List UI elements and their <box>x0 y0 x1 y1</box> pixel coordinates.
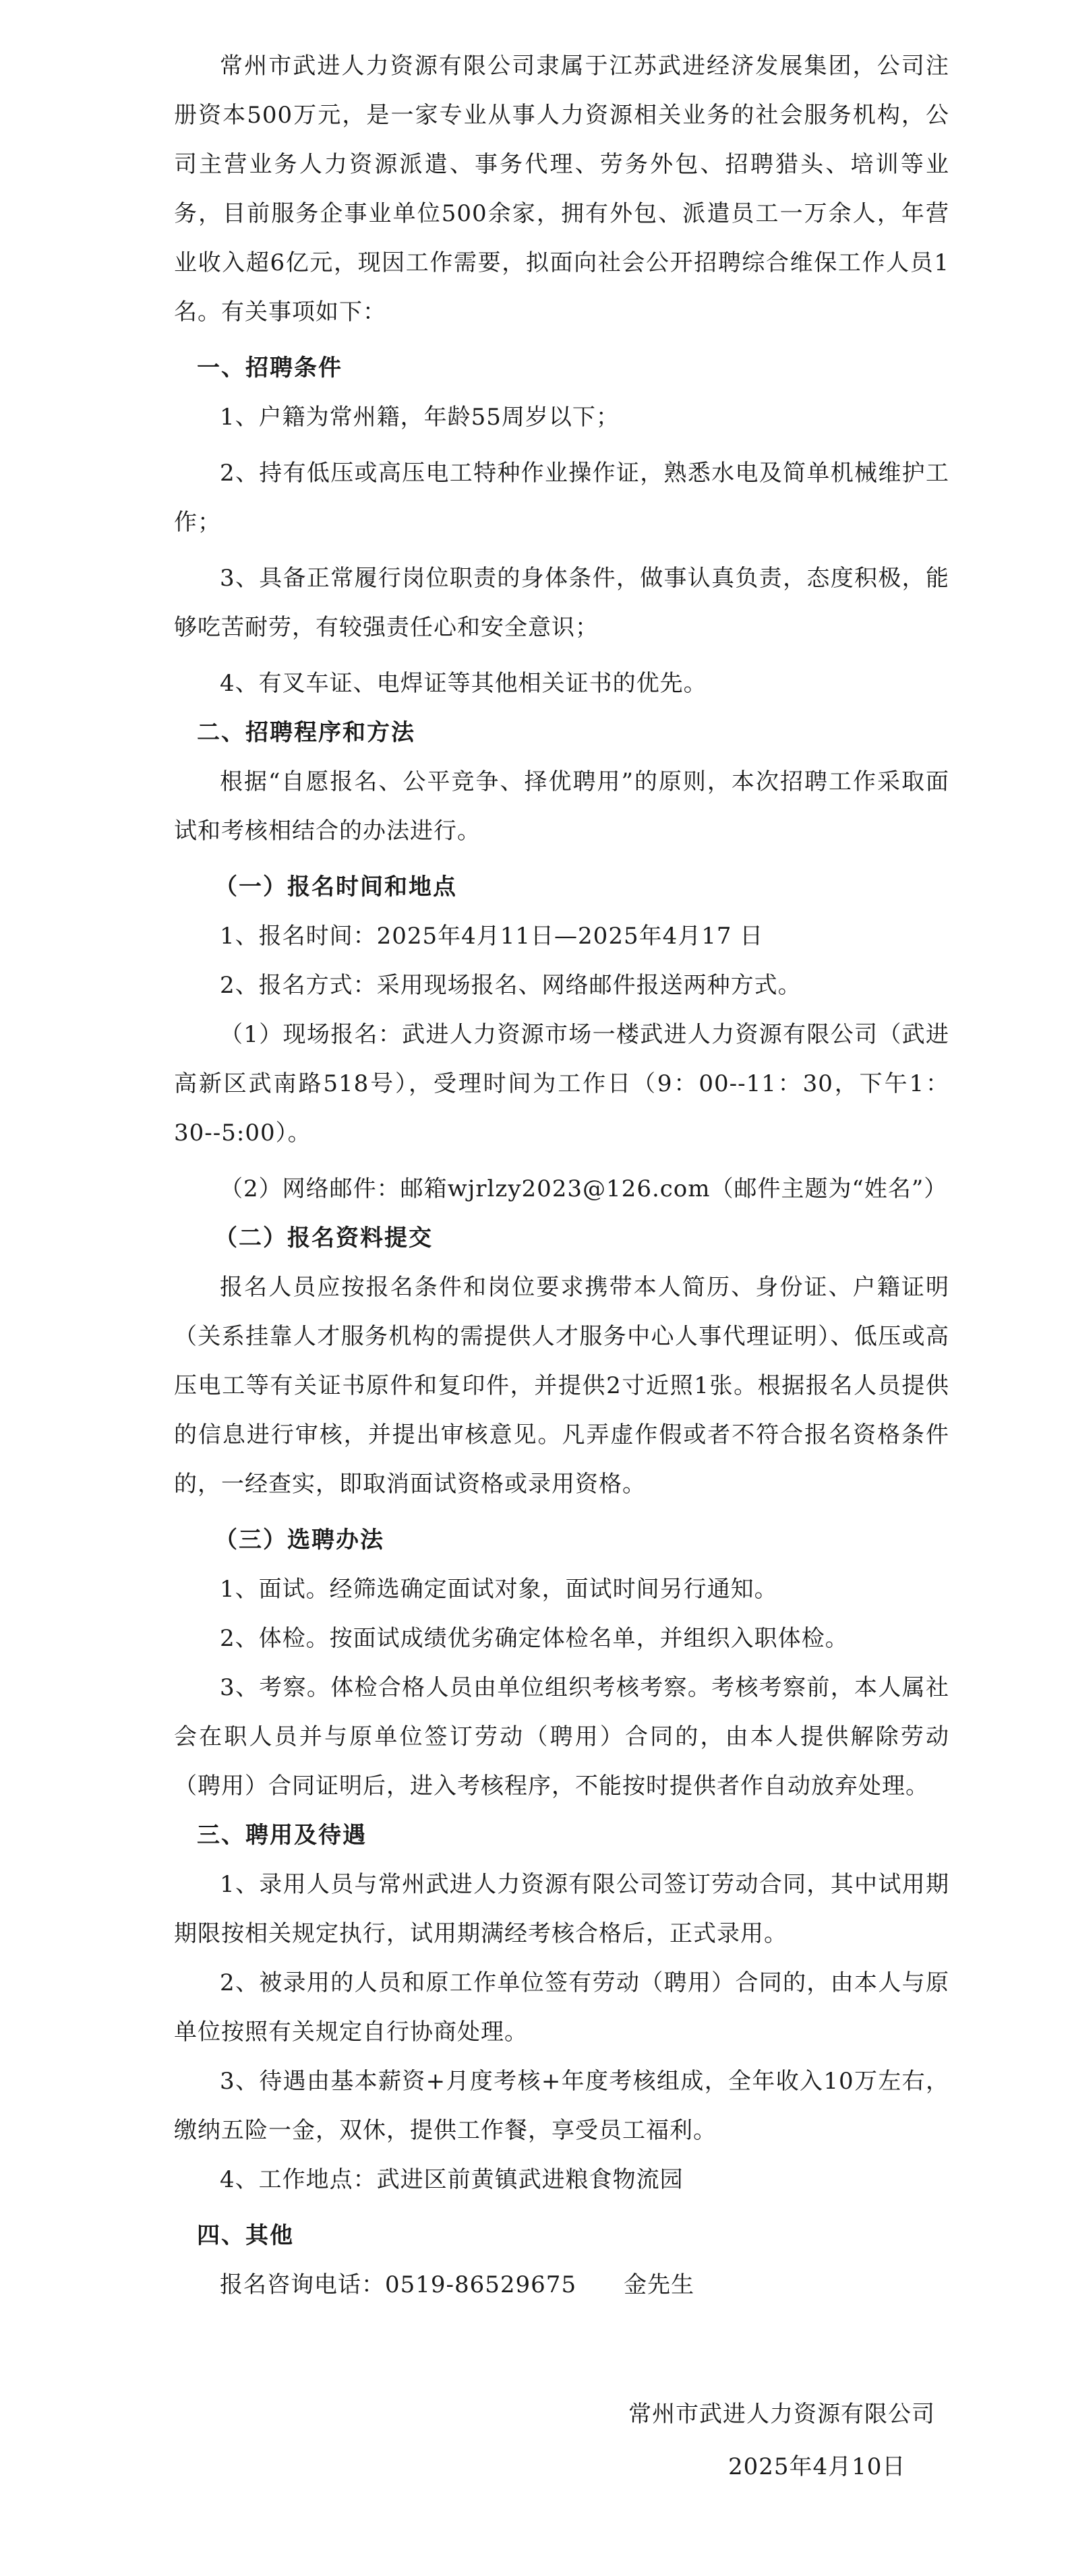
section-heading-conditions: 一、招聘条件 <box>197 355 343 381</box>
section-heading-employment: 三、聘用及待遇 <box>197 1822 367 1849</box>
employment-item: 4、工作地点：武进区前黄镇武进粮食物流园 <box>220 2166 684 2193</box>
email-registration: （2）网络邮件：邮箱wjrlzy2023@126.com（邮件主题为“姓名”） <box>220 1175 948 1202</box>
signature-date: 2025年4月10日 <box>728 2453 906 2480</box>
documents-text: 报名人员应按报名条件和岗位要求携带本人简历、身份证、户籍证明（关系挂靠人才服务机构的需提供人才服务中心人事代理证明）、低压或高压电工等有关证书原件和复印件，并提供2寸近照1张。根据报名人员提供的信息进行审核，并提出审核意见。凡弄虚作假或者不符合报名资格条件的，一经查实，即取消面试资格或录用资格。 <box>174 1274 949 1498</box>
condition-item: 4、有叉车证、电焊证等其他相关证书的优先。 <box>220 670 707 697</box>
selection-item: 1、面试。经筛选确定面试对象，面试时间另行通知。 <box>220 1576 778 1603</box>
intro-paragraph: 常州市武进人力资源有限公司隶属于江苏武进经济发展集团，公司注册资本500万元，是一家专业从事人力资源相关业务的社会服务机构，公司主营业务人力资源派遣、事务代理、劳务外包、招聘猎头、培训等业务，目前服务企事业单位500余家，拥有外包、派遣员工一万余人，年营业收入超6亿元，现因工作需要，拟面向社会公开招聘综合维保工作人员1名。有关事项如下： <box>174 53 949 326</box>
condition-item: 2、持有低压或高压电工特种作业操作证，熟悉水电及简单机械维护工作； <box>174 460 949 536</box>
condition-item: 1、户籍为常州籍，年龄55周岁以下； <box>220 404 620 431</box>
subsection-heading-registration: （一）报名时间和地点 <box>214 873 457 900</box>
selection-item: 3、考察。体检合格人员由单位组织考核考察。考核考察前，本人属社会在职人员并与原单位签订劳动（聘用）合同的，由本人提供解除劳动（聘用）合同证明后，进入考核程序，不能按时提供者作自动放弃处理。 <box>174 1674 949 1800</box>
section-heading-procedure: 二、招聘程序和方法 <box>197 719 415 746</box>
document-body <box>174 42 949 2310</box>
employment-item: 3、待遇由基本薪资+月度考核+年度考核组成，全年收入10万左右，缴纳五险一金，双休，提供工作餐，享受员工福利。 <box>174 2068 949 2144</box>
employment-item: 2、被录用的人员和原工作单位签有劳动（聘用）合同的，由本人与原单位按照有关规定自行协商处理。 <box>174 1969 949 2046</box>
selection-item: 2、体检。按面试成绩优劣确定体检名单，并组织入职体检。 <box>220 1625 849 1652</box>
employment-item: 1、录用人员与常州武进人力资源有限公司签订劳动合同，其中试用期期限按相关规定执行，试用期满经考核合格后，正式录用。 <box>174 1871 949 1947</box>
contact-person: 金先生 <box>624 2271 695 2298</box>
registration-method: 2、报名方式：采用现场报名、网络邮件报送两种方式。 <box>220 972 802 999</box>
signature-organization: 常州市武进人力资源有限公司 <box>628 2401 935 2428</box>
onsite-registration: （1）现场报名：武进人力资源市场一楼武进人力资源有限公司（武进高新区武南路518号），受理时间为工作日（9：00--11：30，下午1：30--5:00）。 <box>174 1021 949 1146</box>
section-heading-other: 四、其他 <box>197 2222 294 2249</box>
contact-phone: 报名咨询电话：0519-86529675 <box>220 2271 577 2298</box>
subsection-heading-documents: （二）报名资料提交 <box>214 1225 433 1252</box>
contact-line <box>174 2261 949 2310</box>
subsection-heading-selection: （三）选聘办法 <box>214 1527 384 1554</box>
condition-item: 3、具备正常履行岗位职责的身体条件，做事认真负责，态度积极，能够吃苦耐劳，有较强责任心和安全意识； <box>174 565 949 641</box>
registration-time: 1、报名时间：2025年4月11日—2025年4月17 日 <box>220 923 764 950</box>
procedure-intro: 根据“自愿报名、公平竞争、择优聘用”的原则，本次招聘工作采取面试和考核相结合的办法进行。 <box>174 768 949 845</box>
